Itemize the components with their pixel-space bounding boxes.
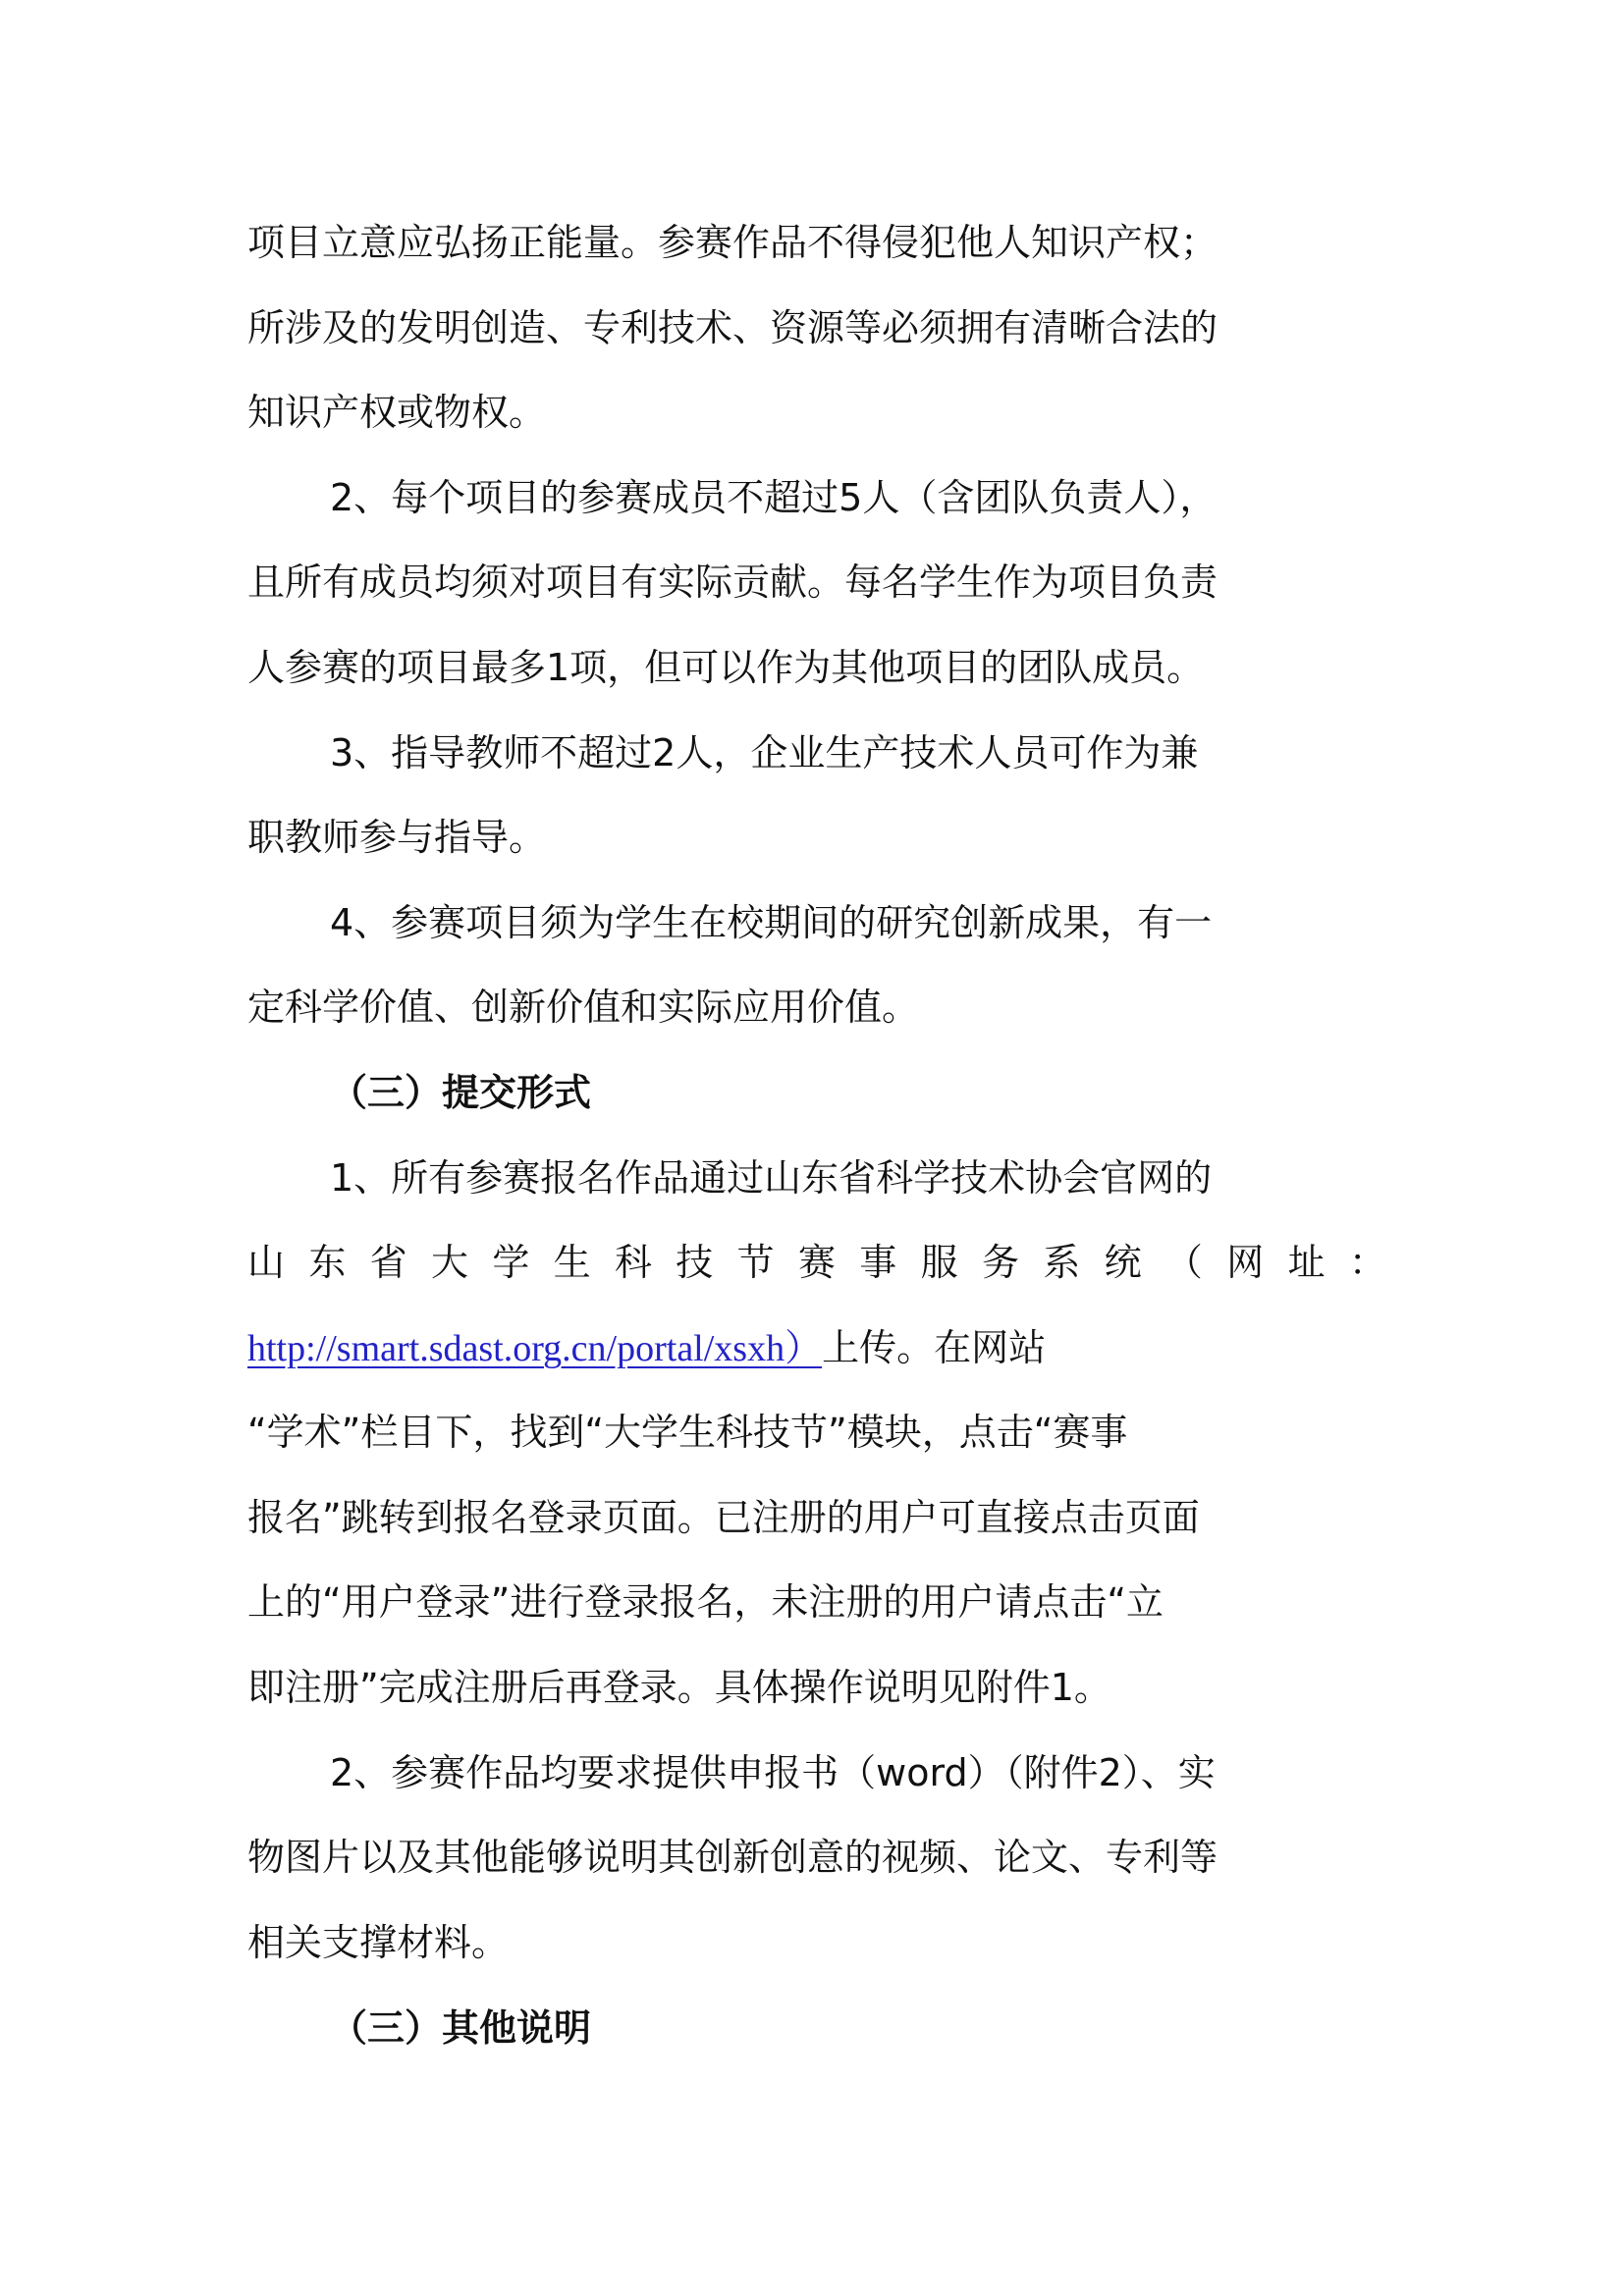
- char: 服: [920, 1241, 958, 1284]
- char: 网: [1226, 1241, 1265, 1284]
- paragraph-line: 职教师参与指导。: [247, 816, 547, 859]
- char: 节: [736, 1241, 775, 1284]
- paragraph-line: “学术”栏目下，找到“大学生科技节”模块，点击“赛事: [247, 1411, 1128, 1454]
- char: （: [1164, 1241, 1203, 1284]
- char: 技: [676, 1241, 714, 1284]
- char: 系: [1043, 1241, 1081, 1284]
- paragraph-line: 上的“用户登录”进行登录报名，未注册的用户请点击“立: [247, 1580, 1164, 1624]
- char: 统: [1104, 1241, 1142, 1284]
- paragraph-line: 相关支撑材料。: [247, 1921, 510, 1964]
- paragraph-line: 物图片以及其他能够说明其创新创意的视频、论文、专利等: [247, 1836, 1218, 1879]
- paragraph-line: 且所有成员均须对项目有实际贡献。每名学生作为项目负责: [247, 561, 1218, 604]
- section-heading: （三）提交形式: [330, 1071, 592, 1114]
- paragraph-line: 知识产权或物权。: [247, 391, 547, 434]
- paragraph-line: 报名”跳转到报名登录页面。已注册的用户可直接点击页面: [247, 1496, 1200, 1539]
- line-text: 上传。在网站: [822, 1326, 1047, 1369]
- char: 科: [614, 1241, 652, 1284]
- char: 赛: [797, 1241, 836, 1284]
- char: 务: [981, 1241, 1019, 1284]
- paragraph-line: 1、所有参赛报名作品通过山东省科学技术协会官网的: [330, 1156, 1213, 1200]
- paragraph-line: 2、每个项目的参赛成员不超过5人（含团队负责人），: [330, 476, 1218, 519]
- section-heading: （三）其他说明: [330, 2006, 592, 2050]
- paragraph-line: 3、指导教师不超过2人，企业生产技术人员可作为兼: [330, 731, 1199, 774]
- char: 址: [1287, 1241, 1326, 1284]
- paragraph-line: [247, 1318, 1386, 1377]
- char: ：: [1348, 1241, 1386, 1284]
- paragraph-line: 即注册”完成注册后再登录。具体操作说明见附件1。: [247, 1666, 1111, 1709]
- paragraph-line: 2、参赛作品均要求提供申报书（word）（附件2）、实: [330, 1751, 1216, 1794]
- paragraph-line: [247, 1233, 1386, 1292]
- char: 学: [492, 1241, 530, 1284]
- char: 山: [247, 1241, 286, 1284]
- paragraph-line: 所涉及的发明创造、专利技术、资源等必须拥有清晰合法的: [247, 306, 1218, 349]
- char: 生: [553, 1241, 591, 1284]
- char: 事: [859, 1241, 897, 1284]
- paragraph-line: 定科学价值、创新价值和实际应用价值。: [247, 986, 920, 1029]
- paragraph-line: 项目立意应弘扬正能量。参赛作品不得侵犯他人知识产权；: [247, 221, 1218, 264]
- paragraph-line: 人参赛的项目最多1项，但可以作为其他项目的团队成员。: [247, 646, 1205, 689]
- char: 大: [430, 1241, 468, 1284]
- char: 东: [308, 1241, 347, 1284]
- paragraph-line: 4、参赛项目须为学生在校期间的研究创新成果，有一: [330, 901, 1213, 944]
- portal-url-link[interactable]: http://smart.sdast.org.cn/portal/xsxh）: [247, 1328, 823, 1369]
- char: 省: [369, 1241, 407, 1284]
